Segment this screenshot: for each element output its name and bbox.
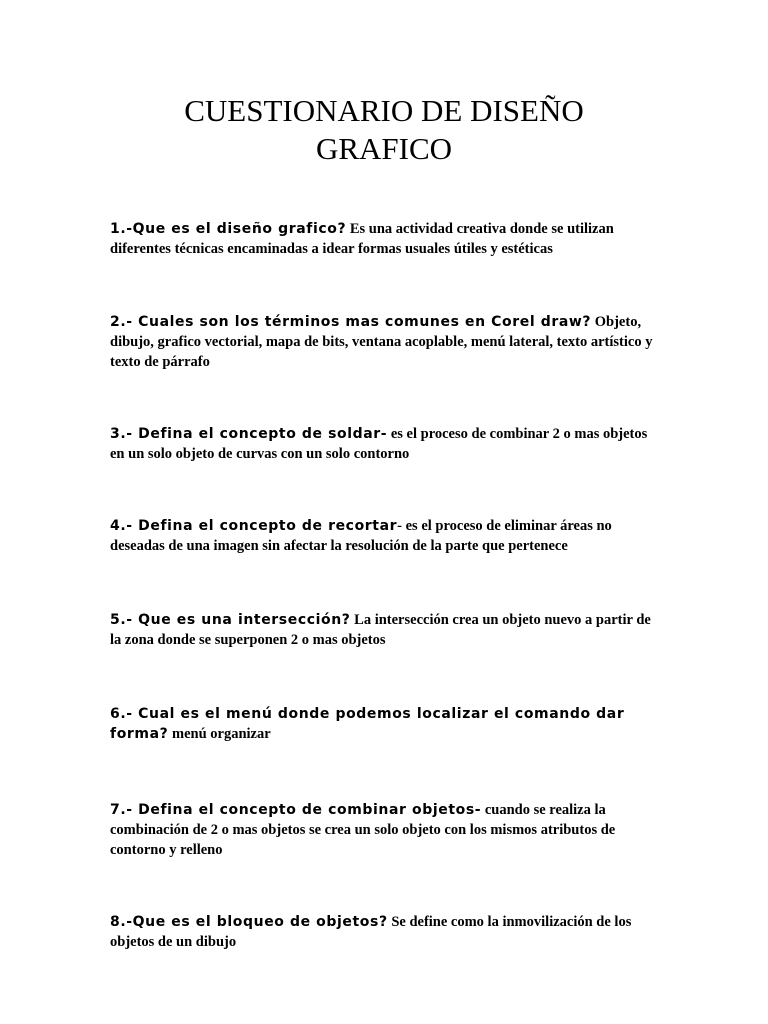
question-item-2 — [110, 312, 662, 372]
question-item-3 — [110, 424, 662, 464]
answer-text: cuando se realiza la combinación de 2 o mas objetos se crea un solo objeto con los mismos atributos de contorno y relleno — [110, 802, 616, 858]
question-item-4 — [110, 516, 662, 556]
question-item-5 — [110, 610, 662, 650]
question-text: 3.- Defina el concepto de soldar- — [110, 426, 388, 442]
answer-text: Es una actividad creativa donde se utilizan diferentes técnicas encaminadas a idear formas usuales útiles y estéticas — [110, 221, 614, 257]
answer-text: - es el proceso de eliminar áreas no deseadas de una imagen sin afectar la resolución de la parte que pertenece — [110, 518, 612, 554]
question-item-7 — [110, 800, 662, 860]
document-title — [100, 92, 668, 168]
title-line-1: CUESTIONARIO DE DISEÑO — [184, 93, 584, 128]
title-line-2: GRAFICO — [315, 131, 453, 166]
question-text: 6.- Cual es el menú donde podemos localizar el comando dar forma? — [110, 706, 625, 742]
question-text: 4.- Defina el concepto de recortar — [110, 518, 398, 534]
question-text: 5.- Que es una intersección? — [110, 612, 351, 628]
answer-text: es el proceso de combinar 2 o mas objetos en un solo objeto de curvas con un solo contorno — [110, 426, 648, 462]
answer-text: menú organizar — [168, 726, 271, 742]
question-text: 1.-Que es el diseño grafico? — [110, 221, 347, 237]
answer-text: Objeto, dibujo, grafico vectorial, mapa de bits, ventana acoplable, menú lateral, texto artístico y texto de párrafo — [110, 314, 653, 370]
question-item-8 — [110, 912, 662, 952]
question-item-1 — [110, 219, 662, 259]
question-text: 8.-Que es el bloqueo de objetos? — [110, 914, 388, 930]
question-text: 2.- Cuales son los términos mas comunes en Corel draw? — [110, 314, 592, 330]
question-item-6 — [110, 704, 662, 744]
question-text: 7.- Defina el concepto de combinar objetos- — [110, 802, 482, 818]
answer-text: Se define como la inmovilización de los objetos de un dibujo — [110, 914, 632, 950]
answer-text: La intersección crea un objeto nuevo a partir de la zona donde se superponen 2 o mas objetos — [110, 612, 651, 648]
